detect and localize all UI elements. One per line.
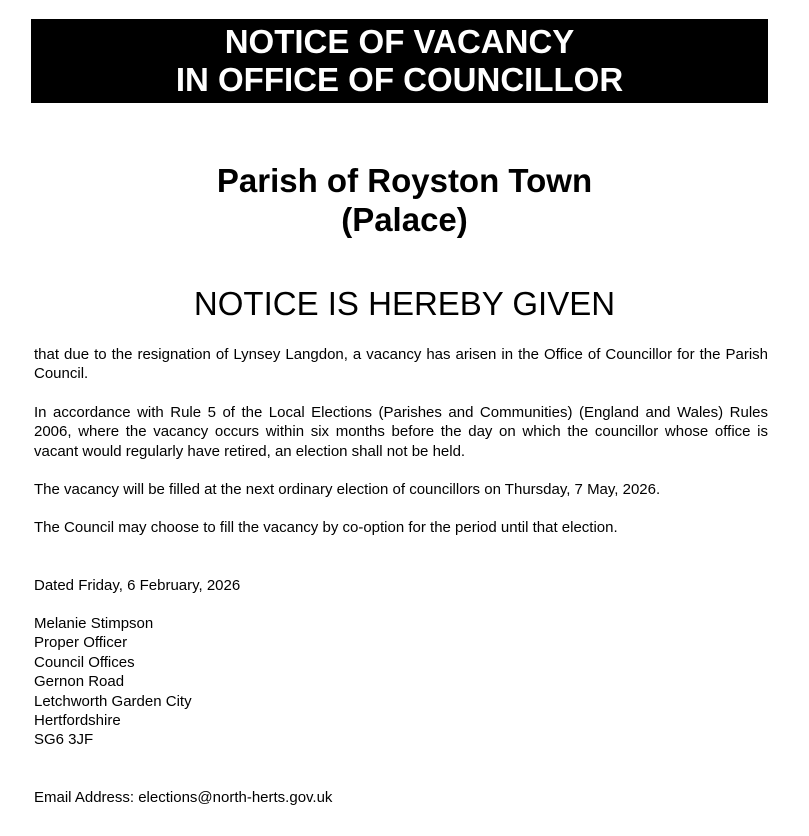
paragraph-next-election: The vacancy will be filled at the next ordinary election of councillors on Thursday, 7 May, 2026. [34, 481, 661, 498]
email-address-link[interactable]: elections@north-herts.gov.uk [138, 789, 333, 806]
parish-ward: (Palace) [341, 201, 468, 238]
signature-block [34, 614, 192, 750]
address-line: Gernon Road [34, 673, 125, 691]
paragraph-rule-5: In accordance with Rule 5 of the Local Elections (Parishes and Communities) (England and Wales) Rules 2006, where the vacancy occurs within six months before the day on which the councillor whose office is vacant would regularly have retired, an election shall not be held. [34, 404, 768, 460]
notice-given-heading: NOTICE IS HEREBY GIVEN [193, 285, 616, 322]
parish-heading [0, 161, 809, 239]
address-postcode: SG6 3JF [34, 731, 94, 749]
paragraph-co-option: The Council may choose to fill the vacancy by co-option for the period until that election. [34, 519, 618, 536]
notice-title-banner [31, 19, 768, 103]
address-line: Letchworth Garden City [34, 692, 192, 710]
officer-name: Melanie Stimpson [34, 615, 154, 632]
banner-title-line-2: IN OFFICE OF COUNCILLOR [175, 61, 624, 98]
paragraph-resignation: that due to the resignation of Lynsey Langdon, a vacancy has arisen in the Office of Councillor for the Parish Council. [34, 346, 768, 383]
email-label: Email Address: [34, 789, 139, 806]
parish-name: Parish of Royston Town [216, 162, 593, 199]
banner-title-line-1: NOTICE OF VACANCY [224, 23, 575, 60]
officer-title: Proper Officer [34, 634, 128, 652]
email-line [34, 788, 332, 807]
address-line: Council Offices [34, 653, 135, 671]
dated-line: Dated Friday, 6 February, 2026 [34, 577, 241, 594]
address-line: Hertfordshire [34, 712, 121, 730]
